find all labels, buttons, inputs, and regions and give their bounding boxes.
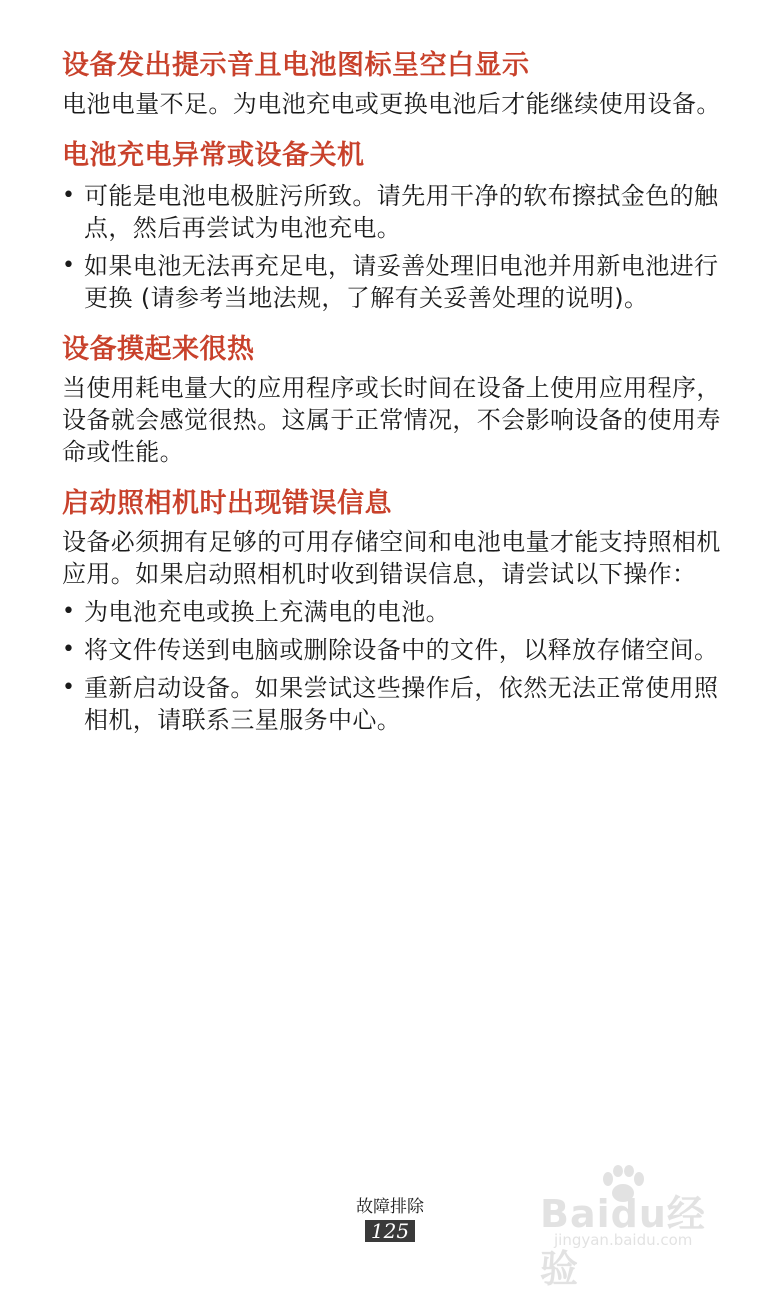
- section-device-hot: [62, 332, 722, 468]
- section-paragraph: 电池电量不足。为电池充电或更换电池后才能继续使用设备。: [62, 90, 721, 118]
- bullet-item: • 如果电池无法再充足电，请妥善处理旧电池并用新电池进行更换 (请参考当地法规，了解有关妥善处理的说明)。: [62, 250, 722, 314]
- bullet-list: [62, 596, 722, 736]
- baidu-watermark: [540, 1165, 740, 1291]
- section-camera-error: [62, 486, 722, 736]
- section-paragraph: 当使用耗电量大的应用程序或长时间在设备上使用应用程序，设备就会感觉很热。这属于正常情况，不会影响设备的使用寿命或性能。: [62, 374, 721, 466]
- chapter-title: 故障排除: [356, 1197, 424, 1217]
- bullet-list: [62, 180, 722, 314]
- section-battery-beep: [62, 48, 722, 120]
- bullet-item: • 将文件传送到电脑或删除设备中的文件，以释放存储空间。: [62, 634, 722, 666]
- manual-content: [62, 48, 722, 754]
- section-heading: 启动照相机时出现错误信息: [62, 488, 392, 519]
- section-heading: 电池充电异常或设备关机: [62, 140, 365, 171]
- section-heading: 设备摸起来很热: [62, 334, 255, 365]
- section-heading: 设备发出提示音且电池图标呈空白显示: [62, 50, 530, 81]
- section-paragraph: 设备必须拥有足够的可用存储空间和电池电量才能支持照相机应用。如果启动照相机时收到错误信息，请尝试以下操作：: [62, 528, 721, 588]
- bullet-item: • 可能是电池电极脏污所致。请先用干净的软布擦拭金色的触点，然后再尝试为电池充电。: [62, 180, 722, 244]
- page-number: 125: [365, 1220, 415, 1242]
- watermark-url: jingyan.baidu.com: [554, 1231, 693, 1249]
- bullet-item: • 为电池充电或换上充满电的电池。: [62, 596, 722, 628]
- section-charging-abnormal: [62, 138, 722, 314]
- bullet-item: • 重新启动设备。如果尝试这些操作后，依然无法正常使用照相机，请联系三星服务中心。: [62, 672, 722, 736]
- watermark-text: Baidu经验: [540, 1192, 706, 1291]
